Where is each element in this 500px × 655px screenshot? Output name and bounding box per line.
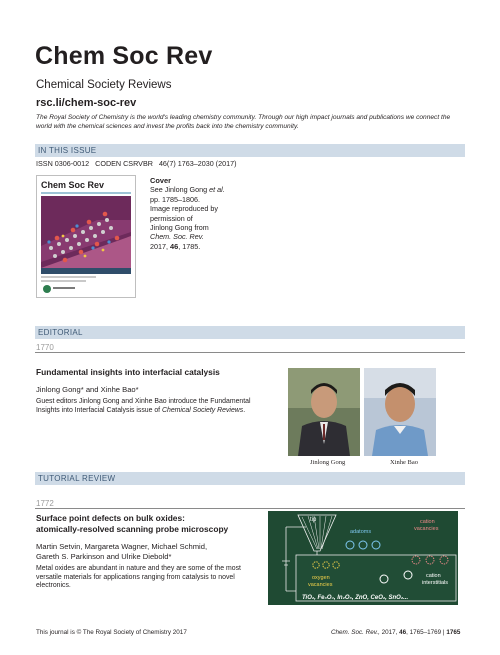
editorial-abstract-journal: Chemical Society Reviews — [162, 406, 244, 414]
fig-tip-label: tip — [310, 517, 317, 523]
section-tutorial-review: TUTORIAL REVIEW — [35, 472, 465, 485]
tutorial-title-line-1: Surface point defects on bulk oxides: — [36, 513, 185, 523]
fig-adatoms-label: adatoms — [350, 529, 372, 535]
photo-label-gong: Jinlong Gong — [310, 459, 346, 466]
tutorial-page-number: 1772 — [36, 499, 54, 508]
editorial-authors: Jinlong Gong* and Xinhe Bao* — [36, 385, 139, 394]
fig-interst-1: cation — [426, 573, 441, 579]
journal-subtitle: Chemical Society Reviews — [36, 79, 172, 91]
section-editorial: EDITORIAL — [35, 326, 465, 339]
editorial-abstract — [36, 398, 276, 415]
coden: CODEN CSRVBR — [95, 159, 153, 168]
tutorial-title-line-2: atomically-resolved scanning probe microscopy — [36, 523, 229, 534]
cover-thumb-title: Chem Soc Rev — [41, 180, 105, 190]
cover-year: 2017, — [150, 241, 168, 251]
issue-info — [36, 159, 236, 168]
footer-page-number: 1765 — [446, 629, 461, 636]
editorial-abstract-end: . — [243, 406, 246, 414]
cover-et-al: et al. — [209, 185, 225, 195]
footer-year: 2017, — [379, 629, 400, 636]
journal-title: Chem Soc Rev — [35, 42, 213, 70]
cover-line-4: permission of — [150, 213, 193, 223]
cover-heading: Cover — [150, 176, 171, 185]
tutorial-figure — [268, 511, 458, 605]
volume-info: 46(7) 1763–2030 (2017) — [158, 159, 237, 168]
issn: ISSN 0306-0012 — [36, 159, 90, 168]
cover-journal-abbrev: Chem. Soc. Rev. — [150, 232, 204, 242]
photo-label-bao: Xinhe Bao — [390, 459, 418, 466]
footer-copyright: This journal is © The Royal Society of Chemistry 2017 — [36, 629, 187, 636]
fig-interst-2: interstitials — [422, 580, 448, 586]
fig-cation-vac-1: cation — [420, 519, 435, 525]
cover-pages: pp. 1785–1806. — [150, 194, 200, 204]
cover-line-5: Jinlong Gong from — [150, 223, 209, 233]
cover-line-1: See Jinlong Gong — [150, 185, 208, 195]
editorial-abstract-text: Guest editors Jinlong Gong and Xinhe Bao introduce the Fundamental Insights into Interfacial Catalysis issue of — [36, 398, 251, 414]
fig-cation-vac-2: vacancies — [414, 526, 439, 532]
editorial-page-number: 1770 — [36, 343, 54, 352]
cover-line-3: Image reproduced by — [150, 204, 218, 214]
cover-caption — [150, 176, 250, 251]
editorial-title[interactable]: Fundamental insights into interfacial catalysis — [36, 367, 220, 377]
tutorial-abstract: Metal oxides are abundant in nature and they are some of the most versatile materials for applications ranging from catalysis to novel electronics. — [36, 565, 241, 590]
cover-graphic — [37, 176, 135, 297]
tutorial-authors-line-2: Gareth S. Parkinson and Ulrike Diebold* — [36, 551, 172, 561]
fig-oxygen-1: oxygen — [312, 575, 330, 581]
fig-formulas: TiO₂, Fe₃O₄, In₂O₃, ZnO, CeO₂, SnO₂... — [302, 595, 409, 601]
cover-volume: 46 — [170, 241, 179, 251]
footer-separator: | — [441, 629, 447, 636]
footer-journal: Chem. Soc. Rev., — [331, 629, 380, 636]
spm-defects-diagram — [268, 511, 458, 605]
footer-volume: 46 — [399, 629, 407, 636]
guest-editor-photos — [288, 368, 436, 466]
tutorial-authors — [36, 542, 207, 561]
section-in-this-issue: IN THIS ISSUE — [35, 144, 465, 157]
editorial-divider — [35, 352, 465, 353]
footer-citation — [331, 629, 460, 636]
cover-image — [36, 175, 136, 298]
cover-page: , 1785. — [178, 241, 201, 251]
fig-oxygen-2: vacancies — [308, 582, 333, 588]
tutorial-authors-line-1: Martin Setvin, Margareta Wagner, Michael Schmid, — [36, 542, 208, 551]
footer-pages: , 1765–1769 — [406, 629, 442, 636]
rsc-description: The Royal Society of Chemistry is the world's leading chemistry community. Through our high impact journals and publications we connect the world with the chemical sciences and invest the profits back into the chemistry community. — [36, 114, 451, 130]
tutorial-divider — [35, 508, 465, 509]
tutorial-title[interactable] — [36, 513, 266, 534]
editorial-photos — [288, 368, 436, 466]
journal-url[interactable]: rsc.li/chem-soc-rev — [36, 97, 137, 109]
